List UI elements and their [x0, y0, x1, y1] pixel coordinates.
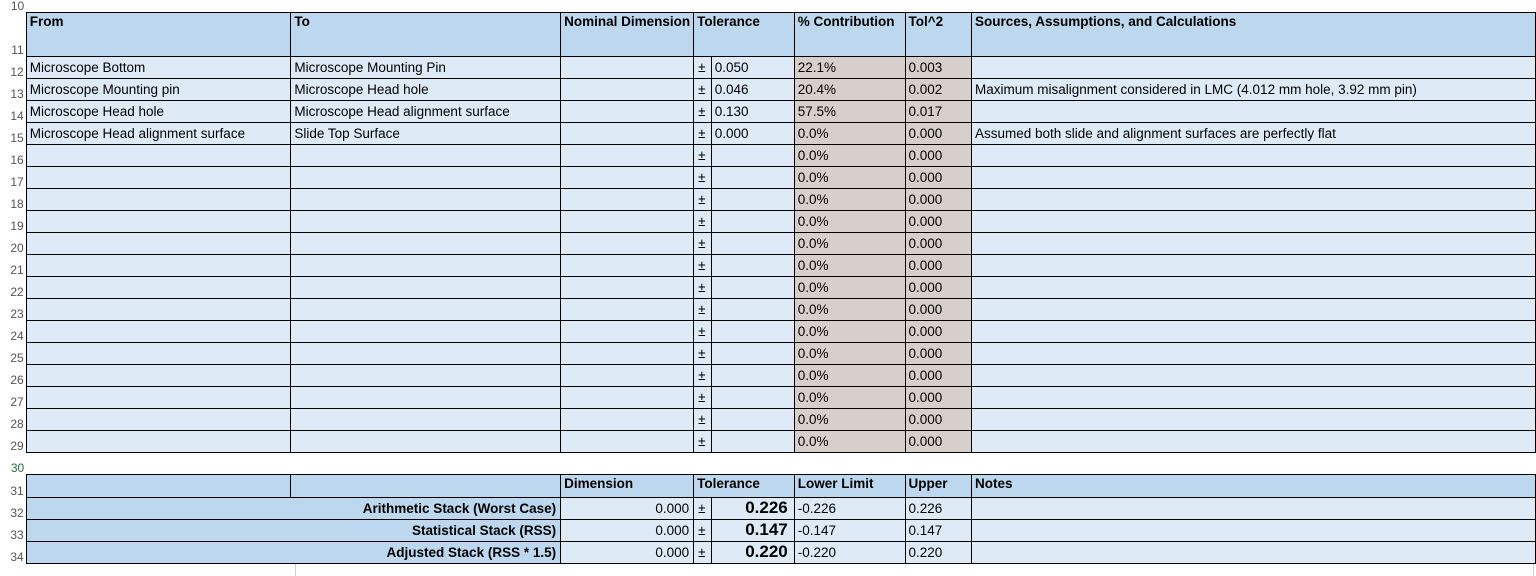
cell-contribution[interactable]: 20.4% [794, 78, 905, 100]
row-header[interactable]: 26 [0, 364, 26, 386]
summary-dimension[interactable]: 0.000 [561, 541, 694, 563]
cell-tol2[interactable]: 0.000 [905, 298, 971, 320]
cell-to[interactable] [291, 386, 561, 408]
cell-tol2[interactable]: 0.000 [905, 122, 971, 144]
plus-minus-symbol: ± [694, 144, 712, 166]
cell-contribution[interactable]: 0.0% [794, 364, 905, 386]
plus-minus-symbol: ± [694, 497, 712, 519]
summary-notes[interactable] [971, 541, 1535, 563]
table-row [0, 254, 1536, 276]
cell-tolerance[interactable] [711, 342, 794, 364]
plus-minus-symbol: ± [694, 519, 712, 541]
summary-notes[interactable] [971, 497, 1535, 519]
cell-nominal[interactable] [561, 100, 694, 122]
cell-tol2[interactable]: 0.017 [905, 100, 971, 122]
summary-tolerance[interactable]: 0.147 [711, 519, 794, 541]
summary-header-row [0, 474, 1536, 497]
cell-nominal[interactable] [561, 430, 694, 452]
cell-tol2[interactable]: 0.000 [905, 430, 971, 452]
cell-to[interactable] [291, 276, 561, 298]
plus-minus-symbol: ± [694, 386, 712, 408]
plus-minus-symbol: ± [694, 56, 712, 78]
row-header[interactable]: 11 [0, 12, 26, 56]
cell-sources[interactable] [971, 298, 1535, 320]
cell-tolerance[interactable] [711, 364, 794, 386]
summary-header-upper-limit: Upper [905, 474, 971, 497]
cell-tolerance[interactable] [711, 408, 794, 430]
row-header[interactable]: 31 [0, 474, 26, 497]
cell-to[interactable] [291, 320, 561, 342]
cell-sources[interactable] [971, 232, 1535, 254]
cell-tol2[interactable]: 0.000 [905, 364, 971, 386]
cell-to[interactable] [291, 144, 561, 166]
cell-tolerance[interactable] [711, 298, 794, 320]
cell-tol2[interactable]: 0.000 [905, 188, 971, 210]
cell-sources[interactable] [971, 100, 1535, 122]
cell-from[interactable]: Microscope Mounting pin [26, 78, 291, 100]
row-header[interactable]: 25 [0, 342, 26, 364]
cell-nominal[interactable] [561, 210, 694, 232]
cell-tolerance[interactable]: 0.050 [711, 56, 794, 78]
cell-sources[interactable] [971, 320, 1535, 342]
cell-contribution[interactable]: 22.1% [794, 56, 905, 78]
plus-minus-symbol: ± [694, 78, 712, 100]
cell-sources[interactable]: Maximum misalignment considered in LMC (4.012 mm hole, 3.92 mm pin) [971, 78, 1535, 100]
cell-contribution[interactable]: 0.0% [794, 144, 905, 166]
summary-row [0, 541, 1536, 563]
cell-to[interactable] [291, 188, 561, 210]
summary-row [0, 519, 1536, 541]
column-header-to: To [291, 12, 561, 56]
plus-minus-symbol: ± [694, 320, 712, 342]
row-header[interactable]: 13 [0, 78, 26, 100]
row-header[interactable]: 10 [0, 0, 26, 12]
summary-upper-limit[interactable]: 0.226 [905, 497, 971, 519]
summary-lower-limit[interactable]: -0.220 [794, 541, 905, 563]
row-header[interactable]: 34 [0, 541, 26, 563]
cell-tolerance[interactable] [711, 232, 794, 254]
plus-minus-symbol: ± [694, 232, 712, 254]
cell-contribution[interactable]: 0.0% [794, 342, 905, 364]
column-header-sources: Sources, Assumptions, and Calculations [971, 12, 1535, 56]
plus-minus-symbol: ± [694, 342, 712, 364]
cell-tolerance[interactable] [711, 276, 794, 298]
cell-nominal[interactable] [561, 254, 694, 276]
summary-header-tolerance: Tolerance [694, 474, 795, 497]
plus-minus-symbol: ± [694, 541, 712, 563]
cell-contribution[interactable]: 0.0% [794, 210, 905, 232]
plus-minus-symbol: ± [694, 408, 712, 430]
cell-sources[interactable]: Assumed both slide and alignment surfaces are perfectly flat [971, 122, 1535, 144]
summary-dimension[interactable]: 0.000 [561, 519, 694, 541]
cell-sources[interactable] [971, 364, 1535, 386]
cell-nominal[interactable] [561, 408, 694, 430]
cell-contribution[interactable]: 0.0% [794, 232, 905, 254]
column-header-contribution: % Contribution [794, 12, 905, 56]
cell-sources[interactable] [971, 254, 1535, 276]
cell-to[interactable] [291, 408, 561, 430]
table-row [0, 430, 1536, 452]
cell-sources[interactable] [971, 386, 1535, 408]
cell-sources[interactable] [971, 166, 1535, 188]
cell-nominal[interactable] [561, 188, 694, 210]
table-row [0, 210, 1536, 232]
summary-upper-limit[interactable]: 0.147 [905, 519, 971, 541]
table-row [0, 122, 1536, 144]
row-header[interactable]: 18 [0, 188, 26, 210]
table-row [0, 320, 1536, 342]
row-header[interactable]: 15 [0, 122, 26, 144]
cell-nominal[interactable] [561, 386, 694, 408]
column-header-tol2: Tol^2 [905, 12, 971, 56]
cell-from[interactable]: Microscope Head alignment surface [26, 122, 291, 144]
cell-sources[interactable] [971, 188, 1535, 210]
plus-minus-symbol: ± [694, 188, 712, 210]
cell-sources[interactable] [971, 430, 1535, 452]
cell-contribution[interactable]: 0.0% [794, 166, 905, 188]
table-row [0, 276, 1536, 298]
cell-tolerance[interactable] [711, 386, 794, 408]
cell-nominal[interactable] [561, 78, 694, 100]
summary-label-arithmetic-stack: Arithmetic Stack (Worst Case) [26, 497, 560, 519]
cell-tol2[interactable]: 0.000 [905, 144, 971, 166]
cell-tol2[interactable]: 0.000 [905, 166, 971, 188]
cell-to[interactable]: Microscope Mounting Pin [291, 56, 561, 78]
cell-to[interactable]: Microscope Head hole [291, 78, 561, 100]
table-row [0, 56, 1536, 78]
cell-tol2[interactable]: 0.000 [905, 210, 971, 232]
row-header[interactable]: 29 [0, 430, 26, 452]
summary-header-dimension: Dimension [561, 474, 694, 497]
cell-tolerance[interactable] [711, 166, 794, 188]
cell-tol2[interactable]: 0.000 [905, 342, 971, 364]
cell-from[interactable] [26, 166, 291, 188]
column-header-nominal-dimension: Nominal Dimension [561, 12, 694, 56]
cell-from[interactable] [26, 144, 291, 166]
summary-notes[interactable] [971, 519, 1535, 541]
cell-tol2[interactable]: 0.000 [905, 276, 971, 298]
cell-contribution[interactable]: 0.0% [794, 386, 905, 408]
summary-header-blank-to [291, 474, 561, 497]
cell-tol2[interactable]: 0.000 [905, 232, 971, 254]
cell-tolerance[interactable] [711, 188, 794, 210]
cell-to[interactable] [291, 254, 561, 276]
cell-sources[interactable] [971, 276, 1535, 298]
table-row [0, 298, 1536, 320]
cell-contribution[interactable]: 0.0% [794, 320, 905, 342]
cell-from[interactable] [26, 298, 291, 320]
row-header[interactable]: 27 [0, 386, 26, 408]
row-header[interactable]: 12 [0, 56, 26, 78]
column-header-tolerance: Tolerance [694, 12, 795, 56]
cell-to[interactable] [291, 342, 561, 364]
cell-sources[interactable] [971, 342, 1535, 364]
cell-from[interactable] [26, 210, 291, 232]
row-header[interactable]: 32 [0, 497, 26, 519]
plus-minus-symbol: ± [694, 210, 712, 232]
cell-to[interactable] [291, 166, 561, 188]
table-row [0, 100, 1536, 122]
cell-contribution[interactable]: 0.0% [794, 122, 905, 144]
cell-from[interactable] [26, 320, 291, 342]
table-row [0, 78, 1536, 100]
cell-to[interactable]: Microscope Head alignment surface [291, 100, 561, 122]
cell-nominal[interactable] [561, 144, 694, 166]
cell-sources[interactable] [971, 408, 1535, 430]
table-row [0, 188, 1536, 210]
plus-minus-symbol: ± [694, 298, 712, 320]
cell-contribution[interactable]: 0.0% [794, 408, 905, 430]
cell-from[interactable]: Microscope Bottom [26, 56, 291, 78]
summary-dimension[interactable]: 0.000 [561, 497, 694, 519]
cell-contribution[interactable]: 57.5% [794, 100, 905, 122]
cell-tolerance[interactable] [711, 320, 794, 342]
row-header[interactable]: 21 [0, 254, 26, 276]
cell-from[interactable] [26, 276, 291, 298]
cell-to[interactable] [291, 232, 561, 254]
cell-tolerance[interactable] [711, 430, 794, 452]
plus-minus-symbol: ± [694, 100, 712, 122]
table-row [0, 166, 1536, 188]
row-header[interactable]: 16 [0, 144, 26, 166]
row-header[interactable]: 22 [0, 276, 26, 298]
cell-contribution[interactable]: 0.0% [794, 430, 905, 452]
row-header[interactable]: 28 [0, 408, 26, 430]
table-row [0, 144, 1536, 166]
plus-minus-symbol: ± [694, 430, 712, 452]
summary-row [0, 497, 1536, 519]
cell-tol2[interactable]: 0.000 [905, 386, 971, 408]
cell-contribution[interactable]: 0.0% [794, 298, 905, 320]
plus-minus-symbol: ± [694, 276, 712, 298]
column-header-from: From [26, 12, 291, 56]
plus-minus-symbol: ± [694, 122, 712, 144]
cell-nominal[interactable] [561, 342, 694, 364]
summary-label-adjusted-stack: Adjusted Stack (RSS * 1.5) [26, 541, 560, 563]
cell-tolerance[interactable]: 0.130 [711, 100, 794, 122]
summary-label-statistical-stack: Statistical Stack (RSS) [26, 519, 560, 541]
cell-to[interactable] [291, 364, 561, 386]
plus-minus-symbol: ± [694, 166, 712, 188]
summary-lower-limit[interactable]: -0.147 [794, 519, 905, 541]
row-header[interactable]: 33 [0, 519, 26, 541]
table-row [0, 364, 1536, 386]
cell-from[interactable] [26, 188, 291, 210]
row-header[interactable]: 14 [0, 100, 26, 122]
summary-upper-limit[interactable]: 0.220 [905, 541, 971, 563]
summary-tolerance[interactable]: 0.226 [711, 497, 794, 519]
cell-tol2[interactable]: 0.000 [905, 408, 971, 430]
cell-to[interactable] [291, 298, 561, 320]
spacer-row [0, 452, 1536, 474]
cell-sources[interactable] [971, 210, 1535, 232]
cell-nominal[interactable] [561, 56, 694, 78]
cell-from[interactable] [26, 386, 291, 408]
table-row [0, 408, 1536, 430]
cell-tolerance[interactable] [711, 254, 794, 276]
cell-tolerance[interactable]: 0.000 [711, 122, 794, 144]
cell-tolerance[interactable] [711, 144, 794, 166]
plus-minus-symbol: ± [694, 254, 712, 276]
cell-nominal[interactable] [561, 364, 694, 386]
summary-header-notes: Notes [971, 474, 1535, 497]
cell-sources[interactable] [971, 144, 1535, 166]
cell-contribution[interactable]: 0.0% [794, 276, 905, 298]
table-row [0, 342, 1536, 364]
row-header[interactable]: 24 [0, 320, 26, 342]
cell-tolerance[interactable] [711, 210, 794, 232]
cell-nominal[interactable] [561, 166, 694, 188]
table-row [0, 232, 1536, 254]
top-partial-row [0, 0, 1536, 12]
table-row [0, 386, 1536, 408]
summary-header-blank-from [26, 474, 291, 497]
cell-nominal[interactable] [561, 122, 694, 144]
plus-minus-symbol: ± [694, 364, 712, 386]
summary-lower-limit[interactable]: -0.226 [794, 497, 905, 519]
cell-from[interactable] [26, 430, 291, 452]
cell-contribution[interactable]: 0.0% [794, 188, 905, 210]
row-header-selected[interactable]: 30 [0, 452, 26, 474]
row-header[interactable]: 19 [0, 210, 26, 232]
table-header-row [0, 12, 1536, 56]
cell-contribution[interactable]: 0.0% [794, 254, 905, 276]
row-header[interactable]: 20 [0, 232, 26, 254]
summary-header-lower-limit: Lower Limit [794, 474, 905, 497]
cell-to[interactable] [291, 430, 561, 452]
cell-tol2[interactable]: 0.002 [905, 78, 971, 100]
cell-nominal[interactable] [561, 276, 694, 298]
cell-nominal[interactable] [561, 298, 694, 320]
cell-nominal[interactable] [561, 320, 694, 342]
cell-from[interactable] [26, 342, 291, 364]
cell-tol2[interactable]: 0.000 [905, 254, 971, 276]
cell-to[interactable]: Slide Top Surface [291, 122, 561, 144]
cell-from[interactable] [26, 254, 291, 276]
cell-sources[interactable] [971, 56, 1535, 78]
row-header[interactable]: 17 [0, 166, 26, 188]
cell-from[interactable] [26, 232, 291, 254]
cell-tol2[interactable]: 0.003 [905, 56, 971, 78]
summary-tolerance[interactable]: 0.220 [711, 541, 794, 563]
cell-from[interactable] [26, 408, 291, 430]
cell-from[interactable] [26, 364, 291, 386]
cell-tol2[interactable]: 0.000 [905, 320, 971, 342]
cell-nominal[interactable] [561, 232, 694, 254]
cell-tolerance[interactable]: 0.046 [711, 78, 794, 100]
cell-to[interactable] [291, 210, 561, 232]
row-header[interactable]: 23 [0, 298, 26, 320]
cell-from[interactable]: Microscope Head hole [26, 100, 291, 122]
